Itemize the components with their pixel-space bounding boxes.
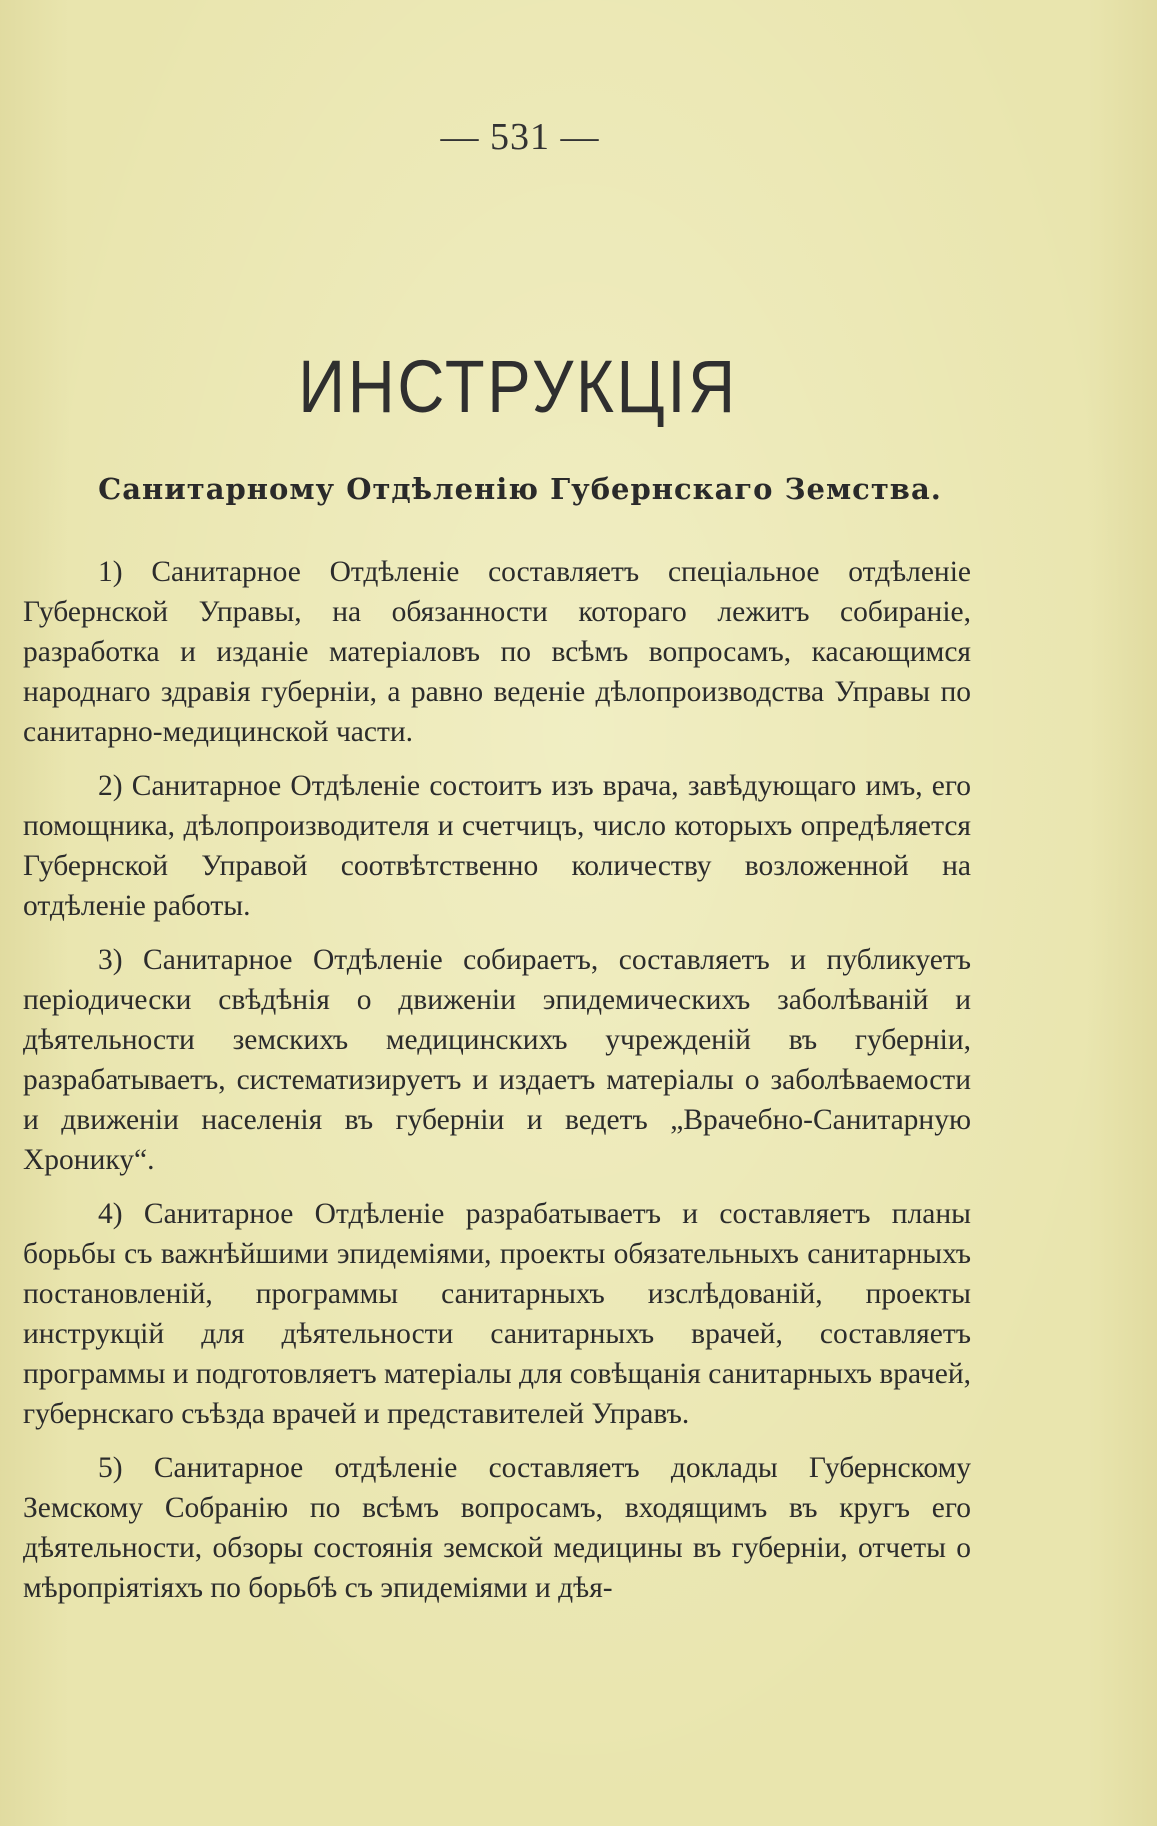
paragraph-5: 5) Санитарное отдѣленіе составляетъ доклады Губернскому Земскому Собранію по всѣмъ вопросамъ, входящимъ въ кругъ его дѣятельности, обзоры состоянія земской медицины въ губерніи, отчеты о мѣропріятіяхъ по борьбѣ съ эпидеміями и дѣя- <box>23 1452 971 1604</box>
paragraph-4: 4) Санитарное Отдѣленіе разрабатываетъ и составляетъ планы борьбы съ важнѣйшими эпидеміями, проекты обязательныхъ санитарныхъ постановленій, программы санитарныхъ изслѣдованій, проекты инструкцій для дѣятельности санитарныхъ врачей, составляетъ программы и подготовляетъ матеріалы для совѣщанія санитарныхъ врачей, губернскаго съѣзда врачей и представителей Управъ. <box>23 1198 972 1430</box>
paragraph-3: 3) Санитарное Отдѣленіе собираетъ, составляетъ и публикуетъ періодически свѣдѣнія о движеніи эпидемическихъ заболѣваній и дѣятельности земскихъ медицинскихъ учрежденій въ губерніи, разрабатываетъ, систематизируетъ и издаетъ матеріалы о заболѣваемости и движеніи населенія въ губерніи и ведетъ „Врачебно-Санитарную Хронику“. <box>23 944 971 1176</box>
paragraph-2: 2) Санитарное Отдѣленіе состоитъ изъ врача, завѣдующаго имъ, его помощника, дѣлопроизводителя и счетчицъ, число которыхъ опредѣляется Губернской Управой соотвѣтственно количеству возложенной на отдѣленіе работы. <box>23 770 971 922</box>
body-text <box>23 552 971 1622</box>
paragraph-1: 1) Санитарное Отдѣленіе составляетъ спеціальное отдѣленіе Губернской Управы, на обязанности котораго лежитъ собираніе, разработка и изданіе матеріаловъ по всѣмъ вопросамъ, касающимся народнаго здравія губерніи, а равно веденіе дѣлопроизводства Управы по санитарно-медицинской части. <box>23 556 971 748</box>
document-title: ИНСТРУКЦІЯ <box>298 345 738 428</box>
page-number: — 531 — <box>440 116 600 158</box>
document-subtitle: Санитарному Отдѣленію Губернскаго Земства. <box>98 472 942 506</box>
